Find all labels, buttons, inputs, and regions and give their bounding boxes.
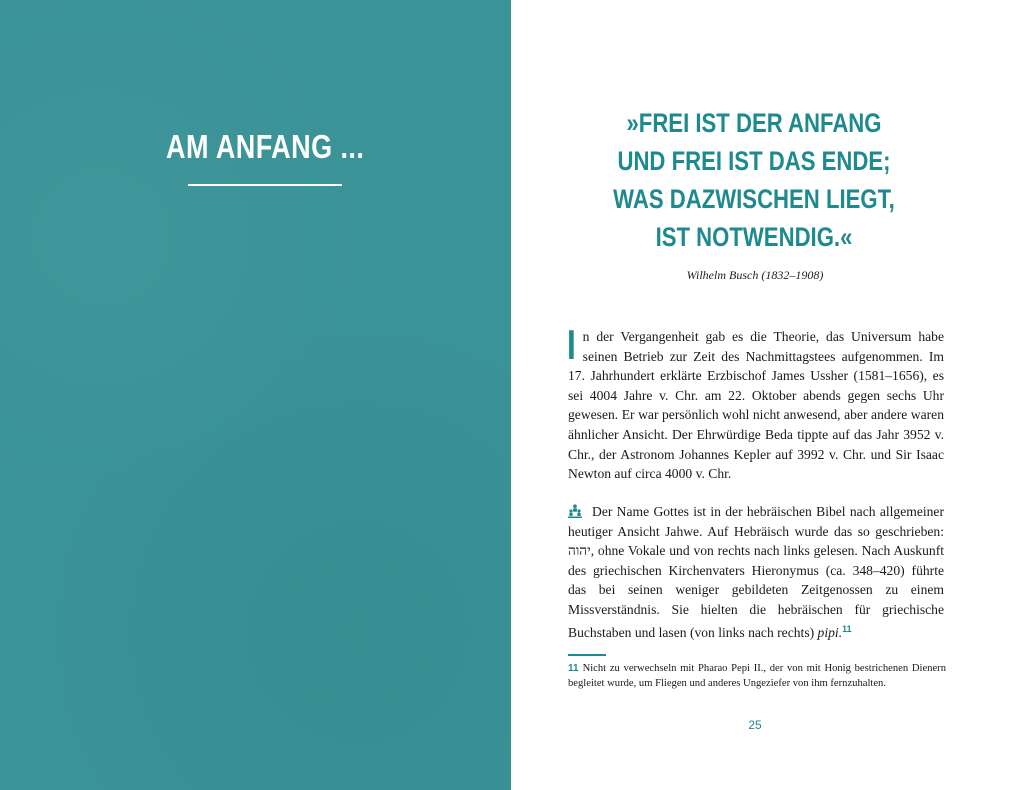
drop-cap: I (567, 321, 576, 368)
body-paragraph-text: n der Vergangenheit gab es die Theorie, das Universum habe seinen Betrieb zur Zeit des Nachmittagstees aufgenommen. Im 17. Jahrhundert erklärte Erzbischof James Ussher (1581–1656), es sei 4004 Jahre v. Chr. am 22. Oktober abends gegen sechs Uhr gewesen. Er war persönlich wohl nicht anwesend, aber andere waren ähnlicher Ansicht. Der Ehrwürdige Beda tippte auf das Jahr 3952 v. Chr., der Astronom Johannes Kepler auf 3992 v. Chr. und Sir Isaac Newton auf circa 4000 v. Chr. (568, 329, 944, 482)
footnote-text: Nicht zu verwechseln mit Pharao Pepi II., der von mit Honig bestrichenen Dienern begleitet wurde, um Fliegen und anderes Ungeziefer von ihm fernzuhalten. (568, 663, 946, 689)
quote-line: WAS DAZWISCHEN LIEGT, (613, 184, 895, 214)
quote-attribution: Wilhelm Busch (1832–1908) (686, 268, 824, 282)
epigraph-quote (511, 104, 997, 256)
quote-line: UND FREI IST DAS ENDE; (617, 146, 891, 176)
footnote-number: 11 (568, 663, 579, 674)
footnote (568, 662, 946, 691)
people-group-icon (568, 504, 582, 518)
greek-word: pipi. (817, 624, 843, 640)
page-number: 25 (748, 718, 762, 732)
title-underline (188, 184, 342, 186)
footnote-divider (568, 654, 606, 656)
side-note-text: Der Name Gottes ist in der hebräischen Bibel nach allgemeiner heutiger Ansicht Jahwe. Auf Hebräisch wurde das so geschrieben: יהוה, ohne Vokale und von rechts nach links gelesen. Nach Auskunft des griechischen Kirchenvaters Hieronymus (ca. 348–420) führte das bei seinen weniger gebildeten Zeitgenossen zu einem Missverständnis. Sie hielten die hebräischen für griechische Buchstaben und lasen (von links nach rechts) (568, 504, 944, 640)
quote-line: IST NOTWENDIG.« (655, 222, 853, 252)
side-note (568, 502, 944, 642)
body-paragraph (567, 321, 944, 484)
footnote-reference[interactable]: 11 (842, 623, 852, 634)
chapter-title: AM ANFANG ... (166, 128, 365, 165)
quote-line: »FREI IST DER ANFANG (626, 108, 882, 138)
